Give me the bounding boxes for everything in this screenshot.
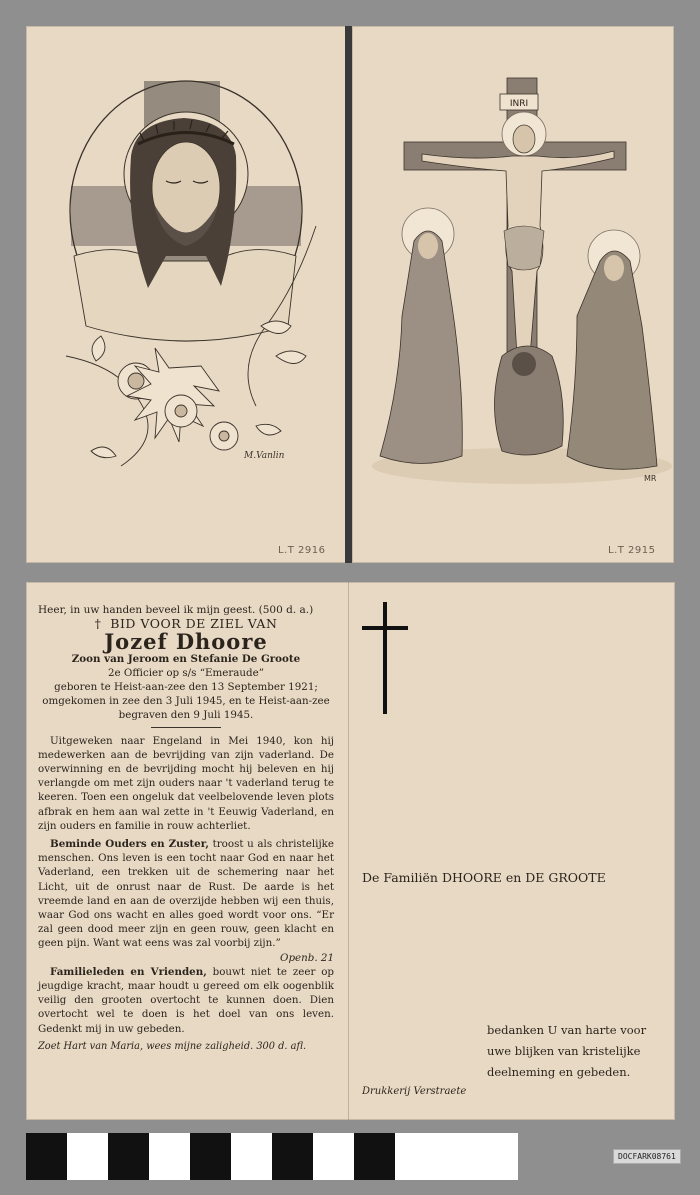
front-left-card — [26, 26, 346, 563]
back-fold-line — [348, 582, 349, 1120]
card-code-left: L.T 2916 — [278, 545, 326, 556]
christ-thorns-illustration — [26, 26, 346, 563]
inri-plaque: INRI — [509, 99, 529, 109]
calibration-block — [272, 1133, 313, 1180]
large-cross-icon — [360, 602, 412, 717]
paragraph-2-body: troost u als christelijke menschen. Ons leven is een tocht naar God en naar het Vaderland, een trekken uit de schemering naar het Licht, uit de onrust naar de Rust. De aarde is het vreemde land en aan de overzijde hebben wij een thuis, waar God ons wacht en alles goed wordt voor ons. “Er zal geen dood meer zijn en geen rouw, geen klacht en geen pijn. Want wat eens was zal voorbij zijn.” — [38, 838, 334, 950]
birth-line: geboren te Heist-aan-zee den 13 September 1921; — [54, 681, 318, 694]
calibration-block — [313, 1133, 354, 1180]
paragraph-3-lead: Familieleden en Vrienden, — [50, 965, 207, 978]
parents-line: Zoon van Jeroom en Stefanie De Groote — [71, 652, 301, 665]
thanks-line-1: bedanken U van harte voor — [487, 1023, 647, 1037]
paragraph-2 — [38, 837, 334, 964]
thanks-text — [487, 1020, 682, 1083]
opening-prayer-line: Heer, in uw handen beveel ik mijn geest. (500 d. a.) — [38, 604, 314, 616]
paragraph-2-lead: Beminde Ouders en Zuster, — [50, 838, 209, 851]
calibration-block — [395, 1133, 518, 1180]
calibration-block — [67, 1133, 108, 1180]
fold-line — [345, 26, 352, 563]
death-line: omgekomen in zee den 3 Juli 1945, en te Heist-aan-zee — [42, 695, 330, 708]
calibration-block — [149, 1133, 190, 1180]
calibration-strip — [26, 1133, 518, 1180]
small-cross-icon: † — [94, 616, 102, 632]
paragraph-1: Uitgeweken naar Engeland in Mei 1940, kon hij medewerken aan de bevrijding van zijn vaderland. De overwinning en de bevrijding mocht hij beleven en hij verlangde om met zijn ouders naar 't vaderland terug te keeren. Toen een ongeluk dat veelbelovende leven plots afbrak en hem aan wal zette in 't Eeuwig Vaderland, en zijn ouders en familie in rouw achterliet. — [38, 734, 334, 832]
prayer-title: BID VOOR DE ZIEL VAN — [110, 616, 278, 632]
card-code-right: L.T 2915 — [608, 545, 656, 556]
thanks-line-2: uwe blijken van kristelijke — [487, 1044, 641, 1058]
calibration-block — [108, 1133, 149, 1180]
printer-credit: Drukkerij Verstraete — [362, 1086, 467, 1097]
artist-monogram: MR — [644, 474, 657, 483]
front-right-card — [352, 26, 674, 563]
separator-rule — [151, 727, 221, 728]
calibration-block — [354, 1133, 395, 1180]
scripture-reference: Openb. 21 — [280, 951, 334, 964]
thanks-line-3: deelneming en gebeden. — [487, 1065, 631, 1079]
memorial-text — [38, 603, 334, 1054]
calibration-block — [231, 1133, 272, 1180]
calibration-block — [190, 1133, 231, 1180]
paragraph-3 — [38, 965, 334, 1036]
families-line: De Familiën DHOORE en DE GROOTE — [362, 870, 606, 885]
rank-line: 2e Officier op s/s “Emeraude” — [108, 666, 264, 679]
deceased-name: Jozef Dhoore — [104, 629, 268, 655]
archive-id-label: DOCFARK08761 — [613, 1149, 681, 1164]
crucifixion-illustration — [352, 26, 674, 563]
calibration-block — [26, 1133, 67, 1180]
artist-signature: M.Vanlin — [244, 451, 285, 461]
paragraph-3-body: bouwt niet te zeer op jeugdige kracht, maar houdt u gereed om elk oogenblik veilig den grooten overtocht te kunnen doen. Dien overtocht wel te doen is het doel van ons leven. Gedenkt mij in uw gebeden. — [38, 965, 334, 1035]
burial-line: begraven den 9 Juli 1945. — [118, 709, 254, 722]
closing-prayer: Zoet Hart van Maria, wees mijne zaligheid. 300 d. afl. — [38, 1040, 307, 1052]
